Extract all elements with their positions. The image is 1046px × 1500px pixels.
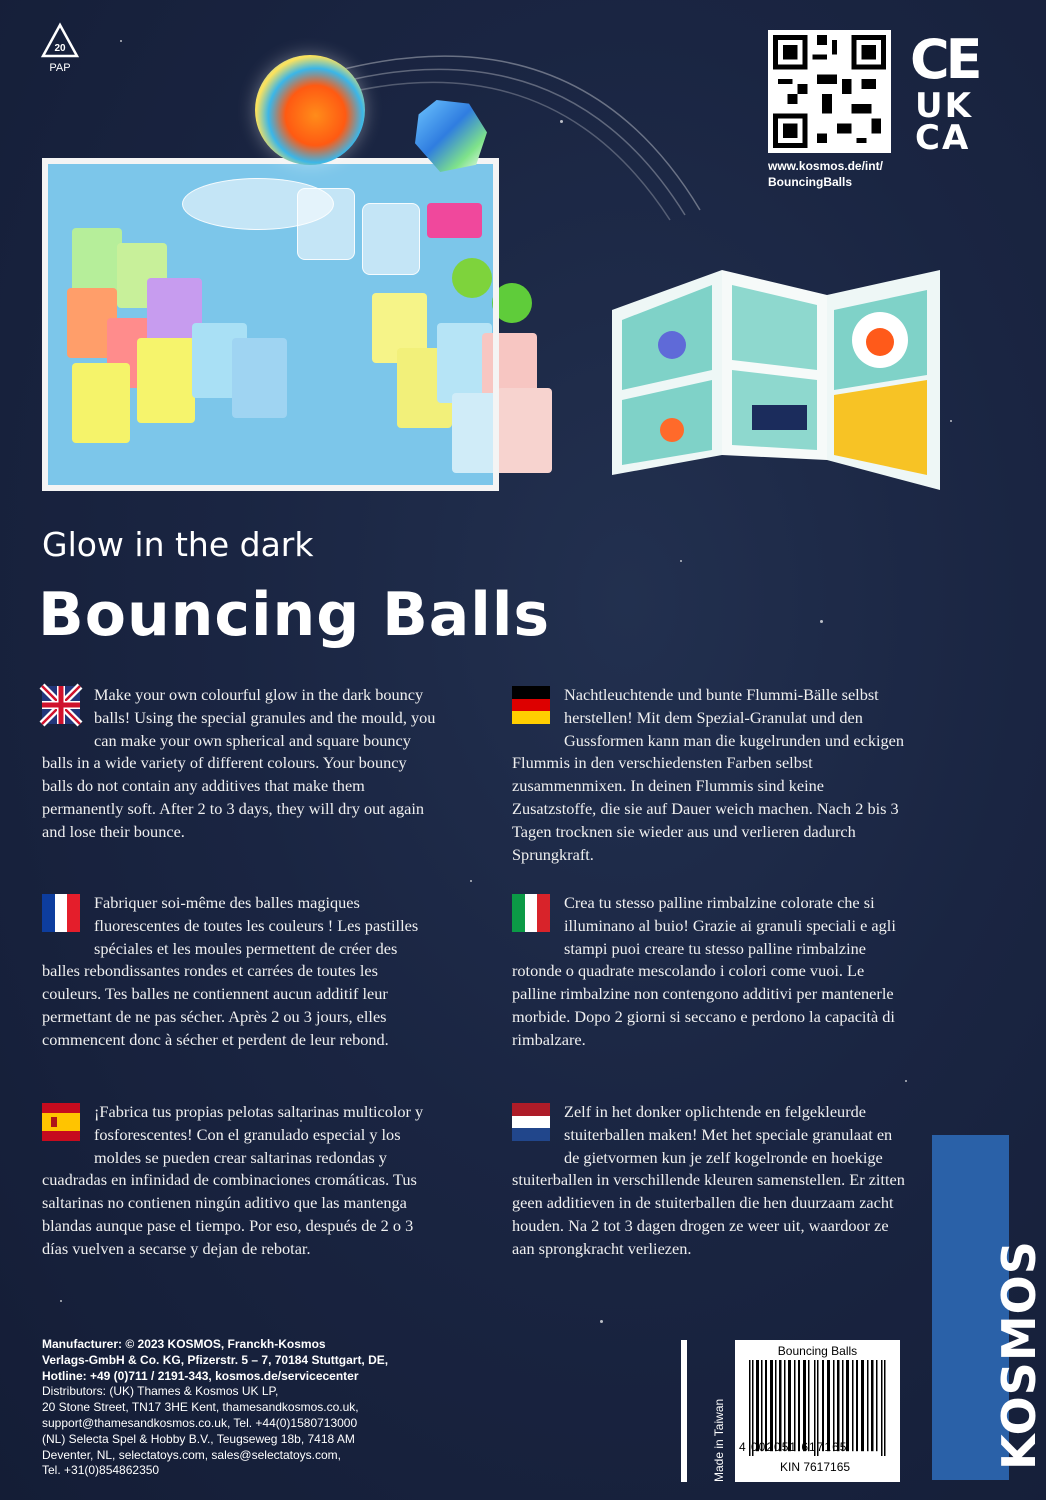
italy-flag-icon <box>512 894 550 932</box>
star <box>820 620 823 623</box>
description-es <box>42 1101 437 1261</box>
description-text: Nachtleuchtende und bunte Flummi-Bälle selbst herstellen! Mit dem Spezial-Granulat und den Gussformen kann man die kugelrunden und eckigen Flummis in den verschiedensten Farben selbst zusammenmixen. In deinen Flummis sind keine Zusatzstoffe, die sie auf Dauer weich machen. Nach 2 bis 3 Tagen trocknen sie wieder aus und verlieren dadurch Sprungkraft. <box>512 685 905 864</box>
france-flag-icon <box>42 894 80 932</box>
star <box>120 40 122 42</box>
ce-mark: CE <box>910 28 979 91</box>
star <box>680 560 682 562</box>
manufacturer-line: Hotline: +49 (0)711 / 2191-343, kosmos.de/servicecenter <box>42 1368 359 1383</box>
description-text: Crea tu stesso palline rimbalzine colorate che si illuminano al buio! Grazie ai granuli speciali e agli stampi puoi creare tu stesso palline rimbalzine rotonde o quadrate mescolando i colori come vuoi. Le palline rimbalzine non contengono additivi per mantenerle morbide. Dopo 2 giorni si seccano e perdono la capacità di rimbalzare. <box>512 893 896 1049</box>
description-text: Fabriquer soi-même des balles magiques fluorescentes de toutes les couleurs ! Les pastilles spéciales et les moules permettent de créer des balles rebondissantes rondes et carrées de toutes les couleurs. Tes balles ne contiennent aucun additif leur permettant de ne pas sécher. Après 2 ou 3 jours, elles commencent donc à sécher et perdent de leur rebond. <box>42 893 419 1049</box>
glowing-ball <box>255 55 365 165</box>
barcode-kin: KIN 7617165 <box>780 1460 851 1474</box>
distributor-line: 20 Stone Street, TN17 3HE Kent, thamesandkosmos.co.uk, <box>42 1400 359 1415</box>
description-it <box>512 892 907 1052</box>
uk-flag-icon <box>42 686 80 724</box>
recycle-icon <box>40 22 80 62</box>
description-text: Make your own colourful glow in the dark bouncy balls! Using the special granules and the mould, you can make your own spherical and square bouncy balls in a wide variety of different colours. Your bouncy balls do not contain any additives that make them permanently soft. After 2 to 3 days, they will dry out again and lose their bounce. <box>42 685 436 841</box>
kosmos-logo <box>932 1135 1046 1480</box>
distributor-line: support@thamesandkosmos.co.uk, Tel. +44(0)1580713000 <box>42 1415 358 1430</box>
qr-url <box>768 158 883 190</box>
kosmos-logo-text: KOSMOS <box>992 1240 1046 1470</box>
manufacturer-info <box>42 1337 462 1479</box>
description-de <box>512 684 907 866</box>
star <box>950 420 952 422</box>
qr-url-line: BouncingBalls <box>768 175 853 189</box>
description-text: ¡Fabrica tus propias pelotas saltarinas multicolor y fosforescentes! Con el granulado especial y los moldes se pueden crear saltarinas redondas y cuadradas en infinidad de combinaciones cromáticas. Tus saltarinas no contienen ningún aditivo que las mantenga blandas aunque pase el tiempo. Por eso, después de 2 o 3 días vuelven a secarse y dejan de rebotar. <box>42 1102 424 1258</box>
description-en <box>42 684 437 844</box>
product-contents-photo <box>42 158 499 491</box>
qr-url-line: www.kosmos.de/int/ <box>768 159 883 173</box>
description-text: Zelf in het donker oplichtende en felgekleurde stuiterballen maken! Met het speciale granulaat en de gietvormen kun je zelf kogelronde en hoekige stuiterballen in verschillende kleuren samenstellen. Er zitten geen additieven in de stuiterballen die hen duurzaam zacht houden. Na 2 tot 3 dagen drogen ze weer uit, waardoor ze aan sprongkracht verliezen. <box>512 1102 905 1258</box>
star <box>470 880 472 882</box>
barcode-digits: 4 002051 617165 <box>739 1440 848 1454</box>
title-subtitle: Glow in the dark <box>42 525 314 564</box>
description-fr <box>42 892 437 1052</box>
recycle-number: 20 <box>54 43 66 54</box>
distributor-line: Deventer, NL, selectatoys.com, sales@selectatoys.com, <box>42 1447 341 1462</box>
germany-flag-icon <box>512 686 550 724</box>
manufacturer-line: Manufacturer: © 2023 KOSMOS, Franckh-Kosmos <box>42 1337 326 1351</box>
netherlands-flag-icon <box>512 1103 550 1141</box>
distributor-line: Distributors: (UK) Thames & Kosmos UK LP, <box>42 1384 279 1399</box>
ukca-line: UK <box>915 86 973 126</box>
manufacturer-line: Verlags-GmbH & Co. KG, Pfizerstr. 5 – 7, 70184 Stuttgart, DE, <box>42 1352 389 1367</box>
distributor-line: Tel. +31(0)854862350 <box>42 1463 160 1478</box>
made-in-label <box>712 1340 732 1482</box>
white-stripe <box>681 1340 687 1482</box>
made-in-text: Made in Taiwan <box>712 1398 726 1482</box>
recycle-code: PAP <box>49 62 71 74</box>
star <box>60 1300 62 1302</box>
barcode-label: Bouncing Balls <box>777 1344 858 1358</box>
description-nl <box>512 1101 907 1261</box>
recycle-symbol <box>40 22 80 82</box>
star <box>600 1320 603 1323</box>
ukca-mark <box>915 86 973 158</box>
spain-flag-icon <box>42 1103 80 1141</box>
ukca-line: CA <box>915 118 971 158</box>
granule-packet <box>497 388 552 473</box>
qr-code[interactable] <box>768 30 891 153</box>
barcode <box>735 1340 900 1482</box>
distributor-line: (NL) Selecta Spel & Hobby B.V., Teugseweg 18b, 7418 AM <box>42 1431 355 1446</box>
instruction-booklet-illustration <box>612 250 940 490</box>
title-main: Bouncing Balls <box>38 580 551 650</box>
star <box>905 1080 907 1082</box>
photo-border <box>42 158 499 491</box>
qr-code-icon <box>768 30 891 153</box>
